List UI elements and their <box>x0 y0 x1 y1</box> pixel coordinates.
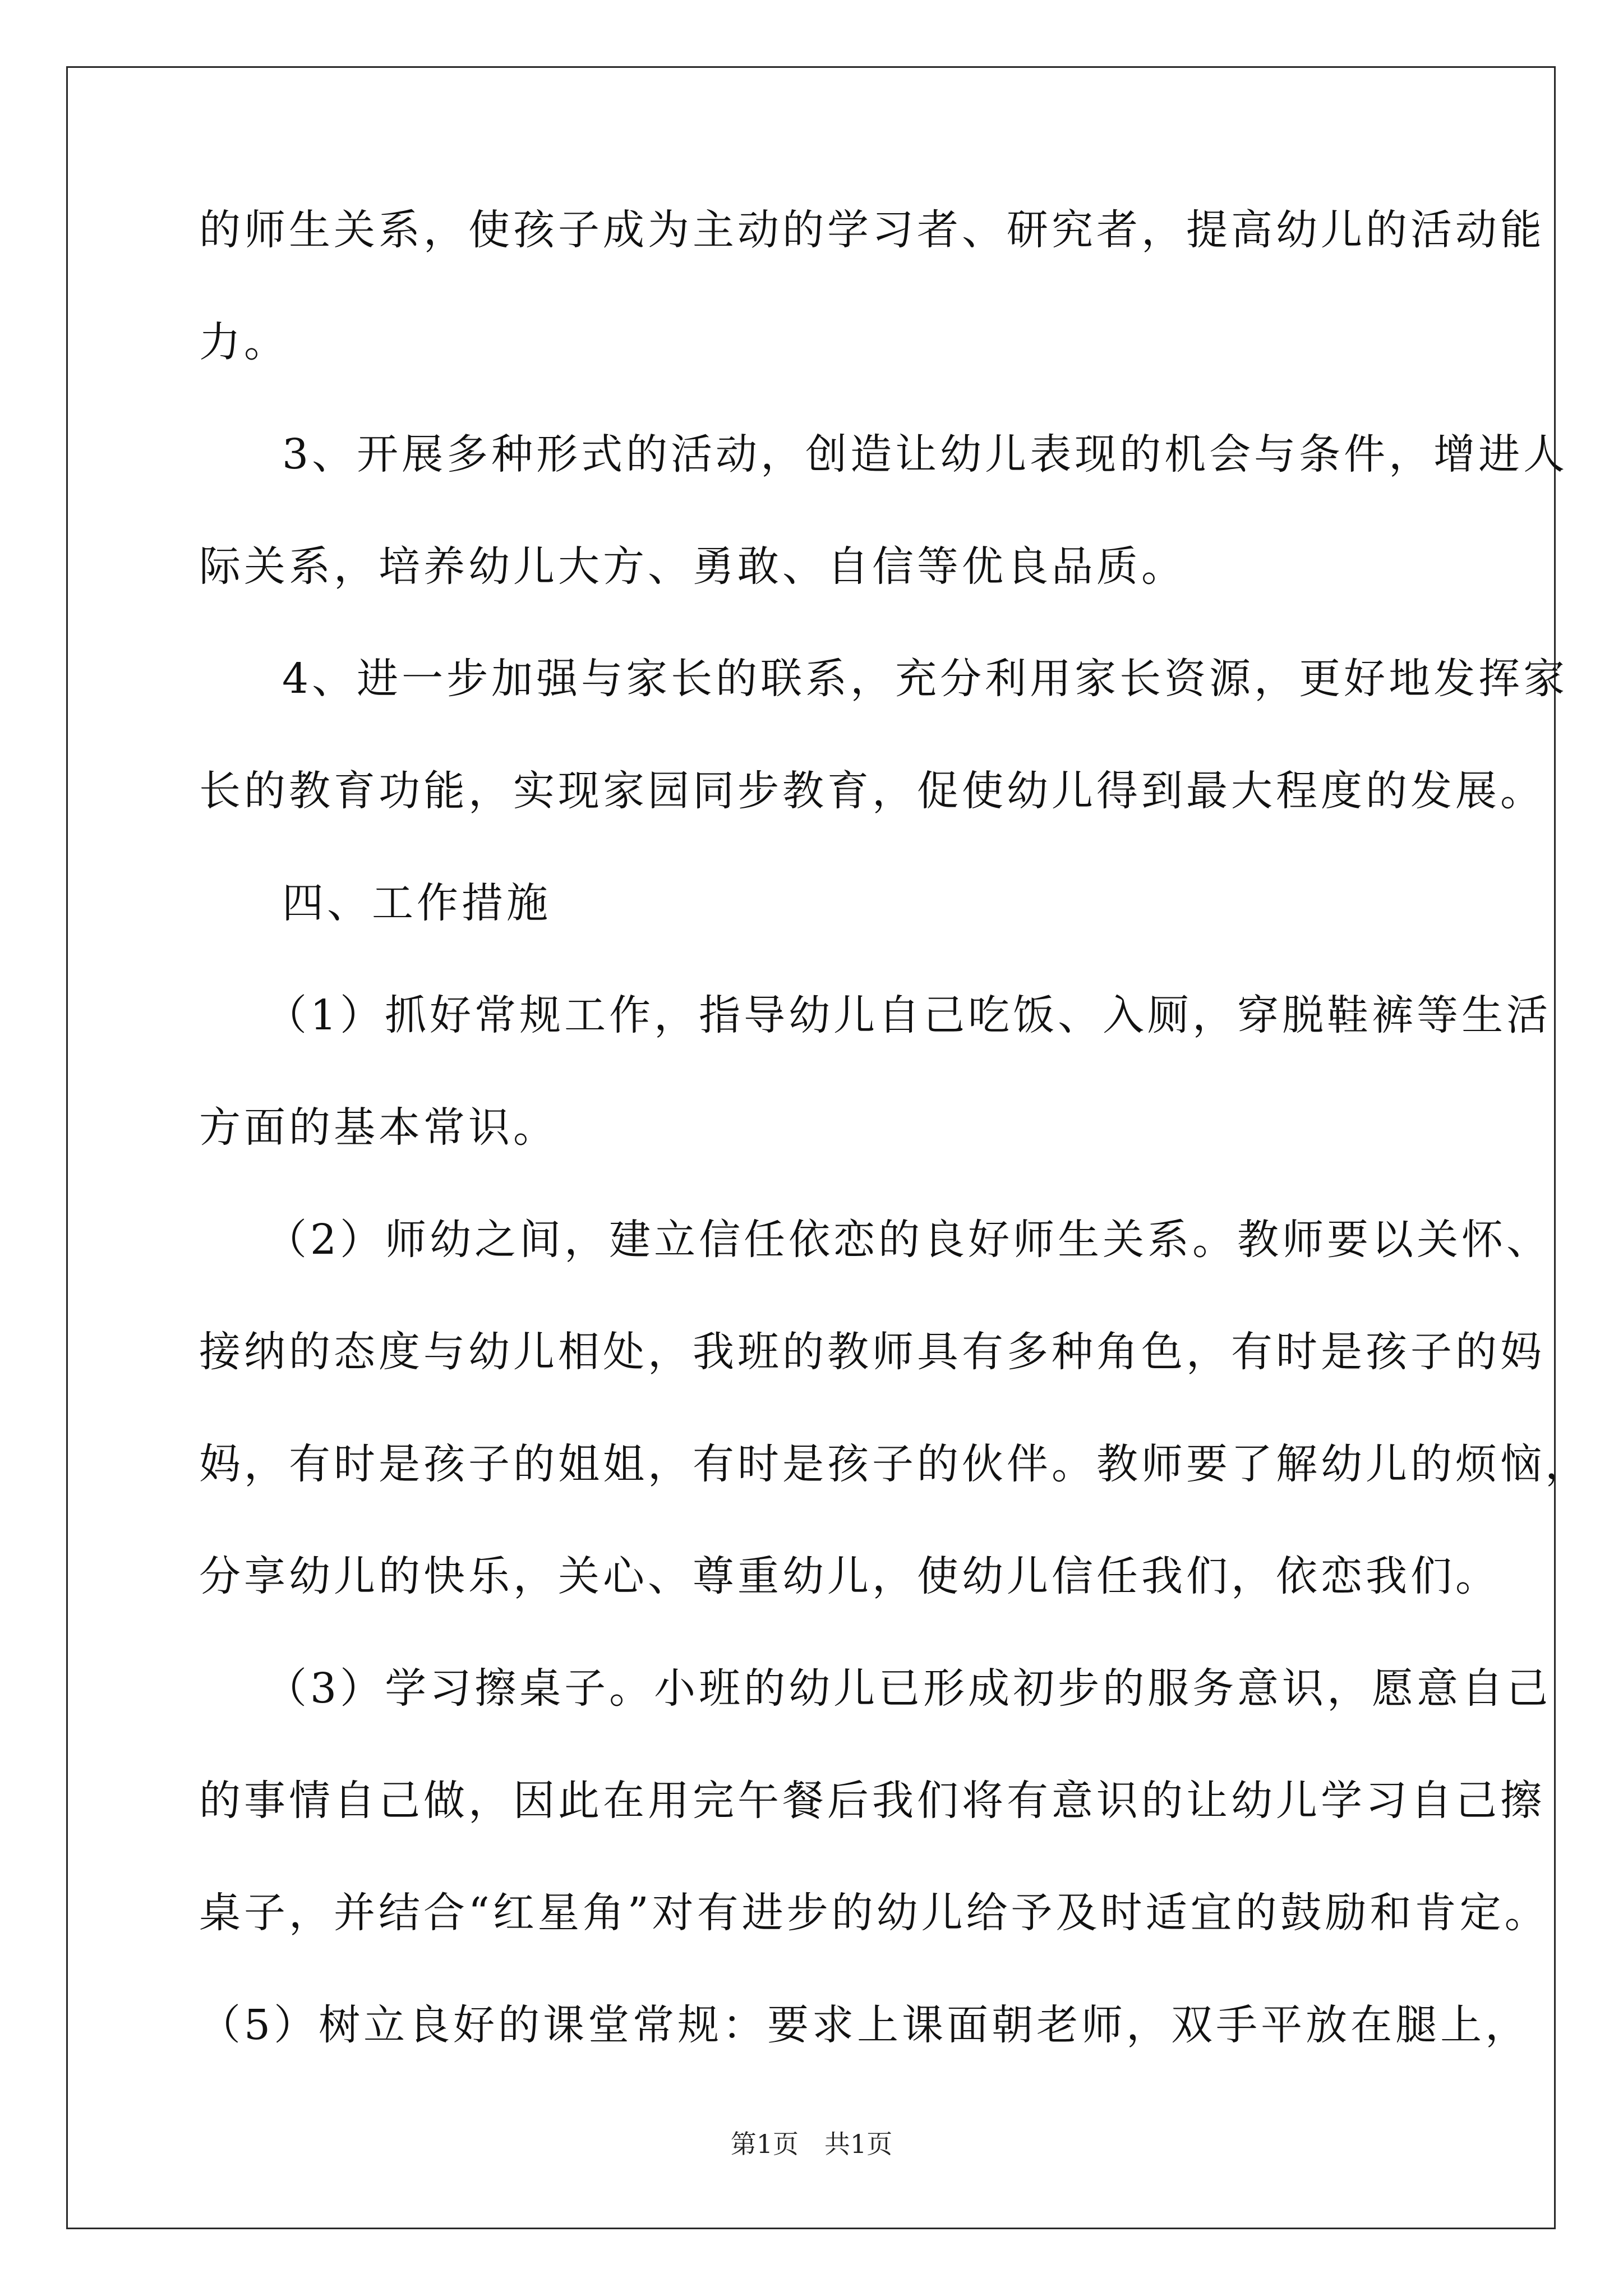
text-line: （5）树立良好的课堂常规：要求上课面朝老师，双手平放在腿上， <box>199 2001 1530 2049</box>
text-line: 的事情自己做，因此在用完午餐后我们将有意识的让幼儿学习自己擦 <box>199 1777 1545 1825</box>
text-line: 长的教育功能，实现家园同步教育，促使幼儿得到最大程度的发展。 <box>199 767 1545 815</box>
section-heading: 四、工作措施 <box>282 879 551 927</box>
text-line: 方面的基本常识。 <box>199 1103 558 1152</box>
text-line: 4、进一步加强与家长的联系，充分利用家长资源，更好地发挥家 <box>282 655 1569 703</box>
text-line: 的师生关系，使孩子成为主动的学习者、研究者，提高幼儿的活动能 <box>199 206 1545 254</box>
text-line: 际关系，培养幼儿大方、勇敢、自信等优良品质。 <box>199 542 1186 591</box>
text-line: 妈，有时是孩子的姐姐，有时是孩子的伙伴。教师要了解幼儿的烦恼， <box>199 1440 1590 1488</box>
page-footer: 第1页 共1页 <box>730 2129 893 2159</box>
text-line: 接纳的态度与幼儿相处，我班的教师具有多种角色，有时是孩子的妈 <box>199 1328 1545 1376</box>
text-line: 分享幼儿的快乐，关心、尊重幼儿，使幼儿信任我们，依恋我们。 <box>199 1552 1500 1600</box>
text-line: 3、开展多种形式的活动，创造让幼儿表现的机会与条件，增进人 <box>282 430 1569 478</box>
text-line: （2）师幼之间，建立信任依恋的良好师生关系。教师要以关怀、 <box>265 1216 1552 1264</box>
text-line: 力。 <box>199 318 289 366</box>
text-line: （3）学习擦桌子。小班的幼儿已形成初步的服务意识，愿意自己 <box>265 1664 1552 1713</box>
text-line: 桌子，并结合“红星角”对有进步的幼儿给予及时适宜的鼓励和肯定。 <box>199 1889 1550 1937</box>
text-line: （1）抓好常规工作，指导幼儿自己吃饭、入厕，穿脱鞋裤等生活 <box>265 991 1552 1039</box>
